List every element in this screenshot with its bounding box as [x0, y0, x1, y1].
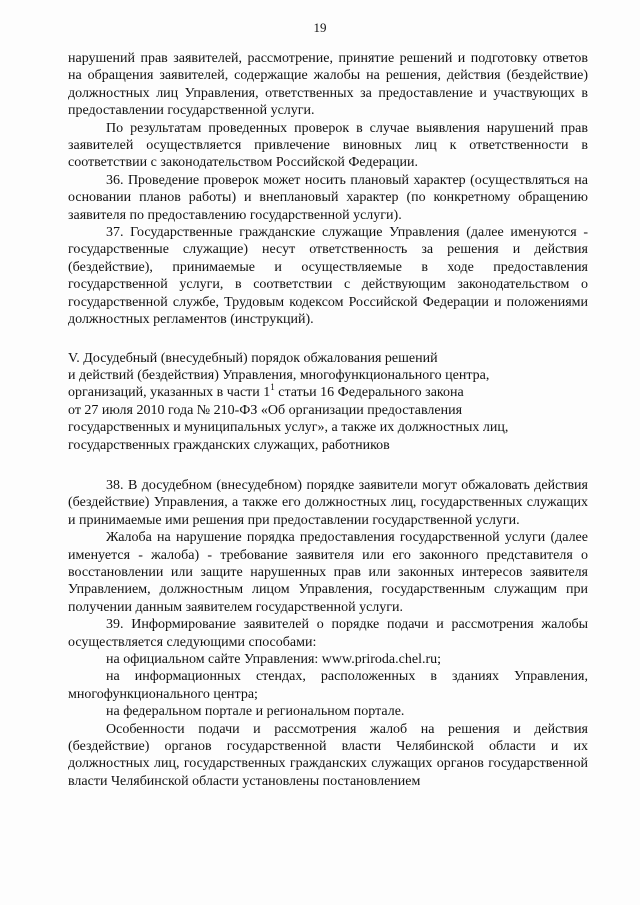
paragraph-continuation: нарушений прав заявителей, рассмотрение, принятие решений и подготовку ответов на обращения заявителей, содержащие жалобы на решения, действия (бездействие) должностных лиц Управления, ответственных за предоставление и участвующих в предоставлении государственной услуги.: [68, 51, 588, 119]
list-item-portals: на федеральном портале и региональном портале.: [106, 704, 405, 720]
heading-line: и действий (бездействия) Управления, многофункционального центра,: [68, 367, 490, 383]
heading-line: V. Досудебный (внесудебный) порядок обжалования решений: [68, 350, 438, 366]
list-item-info-stands: на информационных стендах, расположенных в зданиях Управления, многофункционального центра;: [68, 669, 588, 702]
heading-text: организаций, указанных в части 1: [68, 385, 271, 401]
heading-line: государственных и муниципальных услуг», а также их должностных лиц,: [68, 420, 509, 436]
heading-superscript: 1: [270, 381, 275, 392]
list-item-website: на официальном сайте Управления: www.priroda.chel.ru;: [106, 652, 442, 667]
heading-line: от 27 июля 2010 года № 210-ФЗ «Об организации предоставления: [68, 402, 463, 418]
heading-line: [68, 381, 588, 401]
paragraph-37: 37. Государственные гражданские служащие Управления (далее именуются - государственные служащие) несут ответственность за решения и действия (бездействие), принимаемые и осуществляемые в ходе предоставления государственной услуги, в соответствии с действующим законодательством о государственной службе, Трудовым кодексом Российской Федерации и положениями должностных регламентов (инструкций).: [68, 225, 588, 328]
paragraph-38: 38. В досудебном (внесудебном) порядке заявители могут обжаловать действия (бездействие) Управления, а также его должностных лиц, государственных служащих и принимаемые ими решения при предоставлении государственной услуги.: [68, 477, 588, 528]
paragraph-39: 39. Информирование заявителей о порядке подачи и рассмотрения жалобы осуществляется следующими способами:: [68, 617, 588, 650]
section-heading: [68, 350, 588, 454]
heading-text: статьи 16 Федерального закона: [274, 385, 464, 401]
paragraph-36: 36. Проведение проверок может носить плановый характер (осуществляться на основании планов работы) и внеплановый характер (по конкретному обращению заявителя по предоставлению государственной услуги).: [68, 172, 588, 223]
document-body: [68, 50, 588, 790]
page-number: 19: [313, 20, 327, 35]
paragraph-complaint-definition: Жалоба на нарушение порядка предоставления государственной услуги (далее именуется - жалоба) - требование заявителя или его законного представителя о восстановлении или защите нарушенных прав или законных интересов заявителя Управлением, должностным лицом Управления, государственным служащим при получении данным заявителем государственной услуги.: [68, 530, 588, 615]
paragraph-inspection-results: По результатам проведенных проверок в случае выявления нарушений прав заявителей осуществляется привлечение виновных лиц к ответственности в соответствии с законодательством Российской Федерации.: [68, 120, 588, 171]
heading-line: государственных гражданских служащих, работников: [68, 437, 390, 453]
paragraph-complaint-specifics: Особенности подачи и рассмотрения жалоб на решения и действия (бездействие) органов государственной власти Челябинской области и их должностных лиц, государственных гражданских служащих органов государственной власти Челябинской области установлены постановлением: [68, 721, 588, 789]
